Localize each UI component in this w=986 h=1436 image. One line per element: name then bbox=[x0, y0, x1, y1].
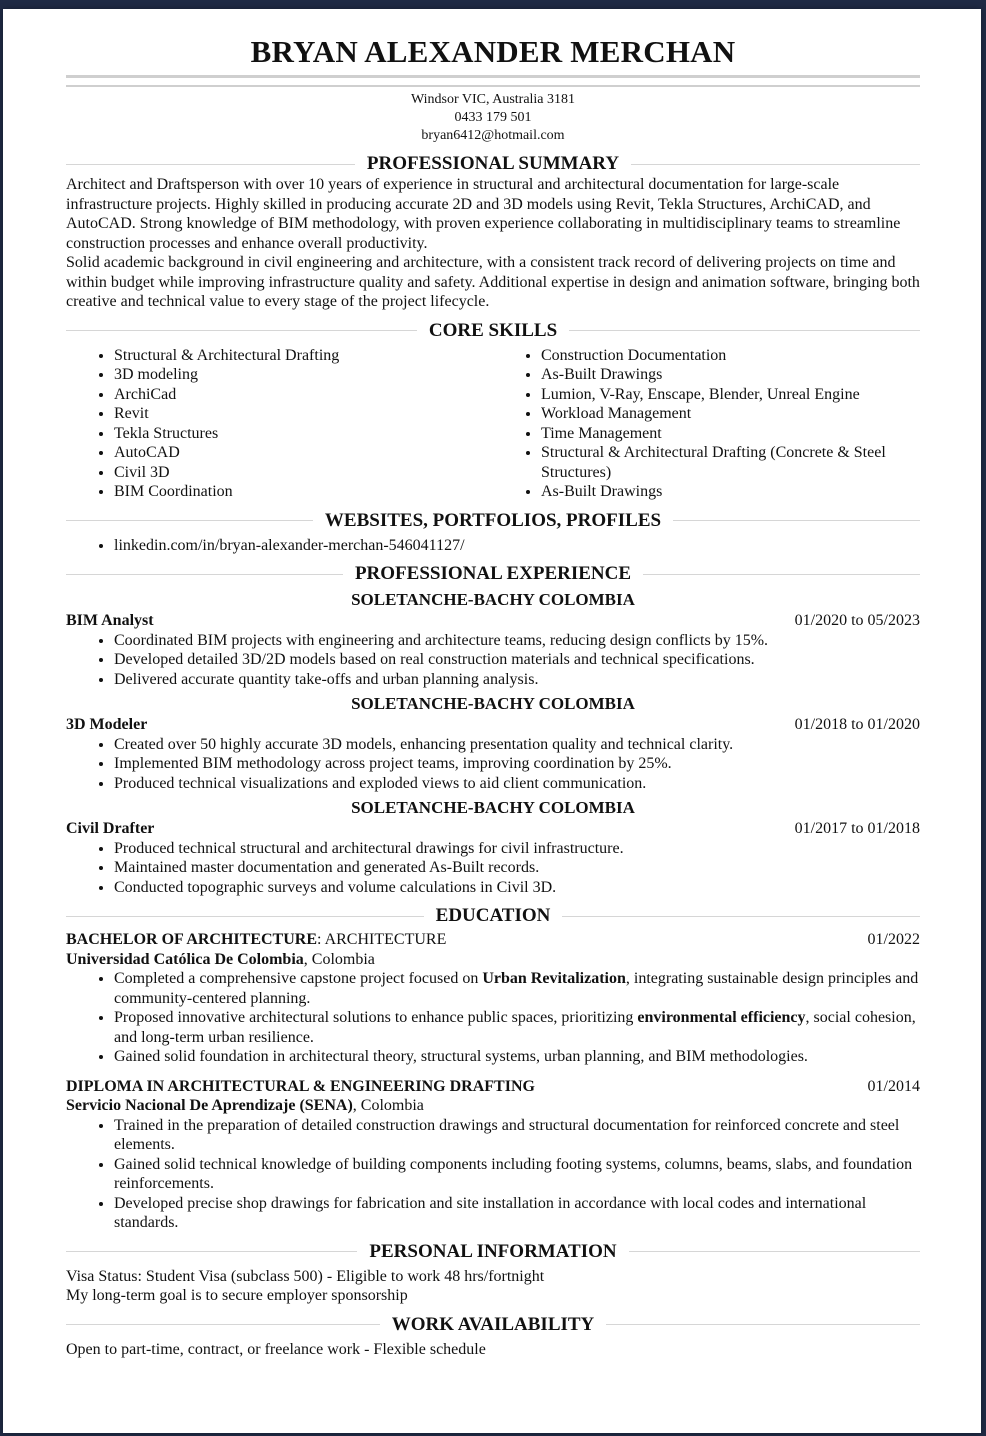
long-term-goal: My long-term goal is to secure employer sponsorship bbox=[66, 1287, 408, 1304]
section-heading-personal bbox=[66, 1241, 920, 1263]
resume-page bbox=[3, 9, 981, 1433]
list-item: • Developed detailed 3D/2D models based on real construction materials and technical specifications. bbox=[114, 650, 920, 670]
list-item: • Workload Management bbox=[541, 404, 920, 424]
list-item: • Maintained master documentation and generated As-Built records. bbox=[114, 858, 920, 878]
resume-content bbox=[66, 35, 920, 1359]
section-heading-experience bbox=[66, 563, 920, 585]
list-item: • Implemented BIM methodology across project teams, improving coordination by 25%. bbox=[114, 754, 920, 774]
degree-header bbox=[66, 1077, 920, 1097]
job-entry bbox=[66, 693, 920, 793]
divider bbox=[66, 916, 424, 917]
divider bbox=[562, 916, 920, 917]
company-name: SOLETANCHE-BACHY COLOMBIA bbox=[351, 798, 635, 817]
job-dates: 01/2017 to 01/2018 bbox=[794, 820, 920, 837]
list-item: • AutoCAD bbox=[114, 443, 493, 463]
section-title: WORK AVAILABILITY bbox=[391, 1313, 595, 1335]
divider bbox=[66, 520, 313, 521]
divider bbox=[66, 330, 417, 331]
job-bullets bbox=[66, 735, 920, 794]
list-item: • Coordinated BIM projects with engineering and architecture teams, reducing design conflicts by 15%. bbox=[114, 631, 920, 651]
section-heading-skills bbox=[66, 320, 920, 342]
bullet-text: , social cohesion, and long-term urban resilience. bbox=[114, 1009, 916, 1046]
linkedin-link[interactable]: • linkedin.com/in/bryan-alexander-merchan-546041127/ bbox=[114, 536, 920, 556]
list-item: • Delivered accurate quantity take-offs and urban planning analysis. bbox=[114, 670, 920, 690]
divider bbox=[643, 574, 920, 575]
section-title: PERSONAL INFORMATION bbox=[369, 1240, 617, 1262]
job-title: 3D Modeler bbox=[66, 716, 148, 733]
list-item bbox=[114, 969, 920, 1008]
job-bullets bbox=[66, 839, 920, 898]
section-title: WEBSITES, PORTFOLIOS, PROFILES bbox=[324, 509, 662, 531]
bullet-text: Proposed innovative architectural solutions to enhance public spaces, prioritizing bbox=[114, 1009, 638, 1026]
list-item: • 3D modeling bbox=[114, 365, 493, 385]
school-location: , Colombia bbox=[303, 950, 375, 968]
list-item: • Revit bbox=[114, 404, 493, 424]
bullet-text: , integrating sustainable design principles and community-centered planning. bbox=[114, 970, 919, 1007]
degree-field: : ARCHITECTURE bbox=[317, 931, 447, 948]
divider bbox=[66, 1324, 380, 1325]
availability-text: Open to part-time, contract, or freelance work - Flexible schedule bbox=[66, 1340, 486, 1358]
school-name: Universidad Católica De Colombia bbox=[66, 950, 304, 968]
skills-list-right bbox=[493, 346, 920, 502]
school-line bbox=[66, 1096, 920, 1116]
degree-header bbox=[66, 930, 920, 950]
degree-date: 01/2014 bbox=[867, 1077, 920, 1095]
list-item: • Created over 50 highly accurate 3D models, enhancing presentation quality and technical clarity. bbox=[114, 735, 920, 755]
section-heading-availability bbox=[66, 1314, 920, 1336]
list-item: • Lumion, V-Ray, Enscape, Blender, Unreal Engine bbox=[541, 385, 920, 405]
list-item: • Tekla Structures bbox=[114, 424, 493, 444]
bullet-emphasis: environmental efficiency bbox=[637, 1009, 806, 1026]
candidate-name: BRYAN ALEXANDER MERCHAN bbox=[250, 34, 736, 69]
company-name: SOLETANCHE-BACHY COLOMBIA bbox=[351, 590, 635, 609]
divider bbox=[606, 1324, 920, 1325]
section-heading-websites bbox=[66, 510, 920, 532]
list-item: • Structural & Architectural Drafting (Concrete & Steel Structures) bbox=[541, 443, 920, 482]
section-heading-education bbox=[66, 905, 920, 927]
skills-columns bbox=[66, 346, 920, 502]
school-name: Servicio Nacional De Aprendizaje (SENA) bbox=[66, 1097, 353, 1114]
address: Windsor VIC, Australia 3181 bbox=[410, 92, 576, 107]
divider bbox=[569, 330, 920, 331]
list-item: • Gained solid foundation in architectural theory, structural systems, urban planning, and BIM methodologies. bbox=[114, 1047, 920, 1067]
job-header bbox=[66, 819, 920, 839]
job-dates: 01/2018 to 01/2020 bbox=[794, 716, 920, 733]
job-header bbox=[66, 715, 920, 735]
list-item: • Time Management bbox=[541, 424, 920, 444]
list-item: • Gained solid technical knowledge of building components including footing systems, columns, beams, slabs, and foundation reinforcements. bbox=[114, 1155, 920, 1194]
degree-name: DIPLOMA IN ARCHITECTURAL & ENGINEERING DRAFTING bbox=[66, 1077, 535, 1095]
list-item: • Developed precise shop drawings for fabrication and site installation in accordance with local codes and international standards. bbox=[114, 1194, 920, 1233]
list-item: • As-Built Drawings bbox=[541, 482, 920, 502]
section-title: PROFESSIONAL EXPERIENCE bbox=[354, 563, 632, 584]
job-title: BIM Analyst bbox=[66, 612, 154, 629]
list-item: • Produced technical visualizations and exploded views to aid client communication. bbox=[114, 774, 920, 794]
section-heading-summary bbox=[66, 153, 920, 175]
divider bbox=[631, 164, 920, 165]
list-item: • Trained in the preparation of detailed construction drawings and structural documentation for reinforced concrete and steel elements. bbox=[114, 1116, 920, 1155]
email: bryan6412@hotmail.com bbox=[421, 128, 565, 143]
degree-date: 01/2022 bbox=[867, 931, 920, 948]
summary-paragraph-1: Architect and Draftsperson with over 10 years of experience in structural and architectural documentation for large-scale infrastructure projects. Highly skilled in producing accurate 2D and 3D models using Revit, Tekla Structures, ArchiCAD, and AutoCAD. Strong knowledge of BIM methodology, with proven experience collaborating in multidisciplinary teams to streamline construction processes and enhance overall productivity. bbox=[66, 176, 901, 252]
school-location: , Colombia bbox=[352, 1097, 424, 1114]
list-item: • BIM Coordination bbox=[114, 482, 493, 502]
section-title: CORE SKILLS bbox=[428, 319, 558, 341]
divider bbox=[673, 520, 920, 521]
section-title: EDUCATION bbox=[435, 905, 551, 926]
job-header bbox=[66, 611, 920, 631]
job-dates: 01/2020 to 05/2023 bbox=[794, 612, 920, 629]
job-entry bbox=[66, 589, 920, 689]
list-item: • Structural & Architectural Drafting bbox=[114, 346, 493, 366]
job-entry bbox=[66, 797, 920, 897]
summary-paragraph-2: Solid academic background in civil engineering and architecture, with a consistent track record of delivering projects on time and within budget while improving infrastructure quality and safety. Additional expertise in design and animation software, bringing both creative and technical value to every stage of the project lifecycle. bbox=[66, 254, 920, 310]
contact-block bbox=[66, 91, 920, 145]
header-rule bbox=[66, 75, 920, 87]
education-bullets bbox=[66, 1116, 920, 1233]
school-line bbox=[66, 950, 920, 970]
job-bullets bbox=[66, 631, 920, 690]
degree-line bbox=[66, 930, 446, 950]
education-entry bbox=[66, 930, 920, 1067]
bullet-text: Completed a comprehensive capstone project focused on bbox=[114, 970, 483, 987]
education-bullets bbox=[66, 969, 920, 1067]
bullet-emphasis: Urban Revitalization bbox=[482, 970, 626, 987]
list-item bbox=[114, 1008, 920, 1047]
degree-name: BACHELOR OF ARCHITECTURE bbox=[66, 931, 317, 948]
list-item: • Conducted topographic surveys and volume calculations in Civil 3D. bbox=[114, 878, 920, 898]
divider bbox=[66, 1251, 357, 1252]
divider bbox=[66, 164, 355, 165]
skills-list-left bbox=[66, 346, 493, 502]
list-item: • As-Built Drawings bbox=[541, 365, 920, 385]
job-title: Civil Drafter bbox=[66, 820, 155, 837]
phone: 0433 179 501 bbox=[454, 110, 532, 125]
websites-list bbox=[66, 536, 920, 556]
list-item: • Construction Documentation bbox=[541, 346, 920, 366]
divider bbox=[629, 1251, 920, 1252]
list-item: • Civil 3D bbox=[114, 463, 493, 483]
list-item: • ArchiCad bbox=[114, 385, 493, 405]
section-title: PROFESSIONAL SUMMARY bbox=[366, 153, 620, 174]
education-entry bbox=[66, 1077, 920, 1233]
divider bbox=[66, 574, 343, 575]
visa-status: Visa Status: Student Visa (subclass 500) - Eligible to work 48 hrs/fortnight bbox=[66, 1267, 545, 1285]
company-name: SOLETANCHE-BACHY COLOMBIA bbox=[351, 694, 635, 713]
list-item: • Produced technical structural and architectural drawings for civil infrastructure. bbox=[114, 839, 920, 859]
